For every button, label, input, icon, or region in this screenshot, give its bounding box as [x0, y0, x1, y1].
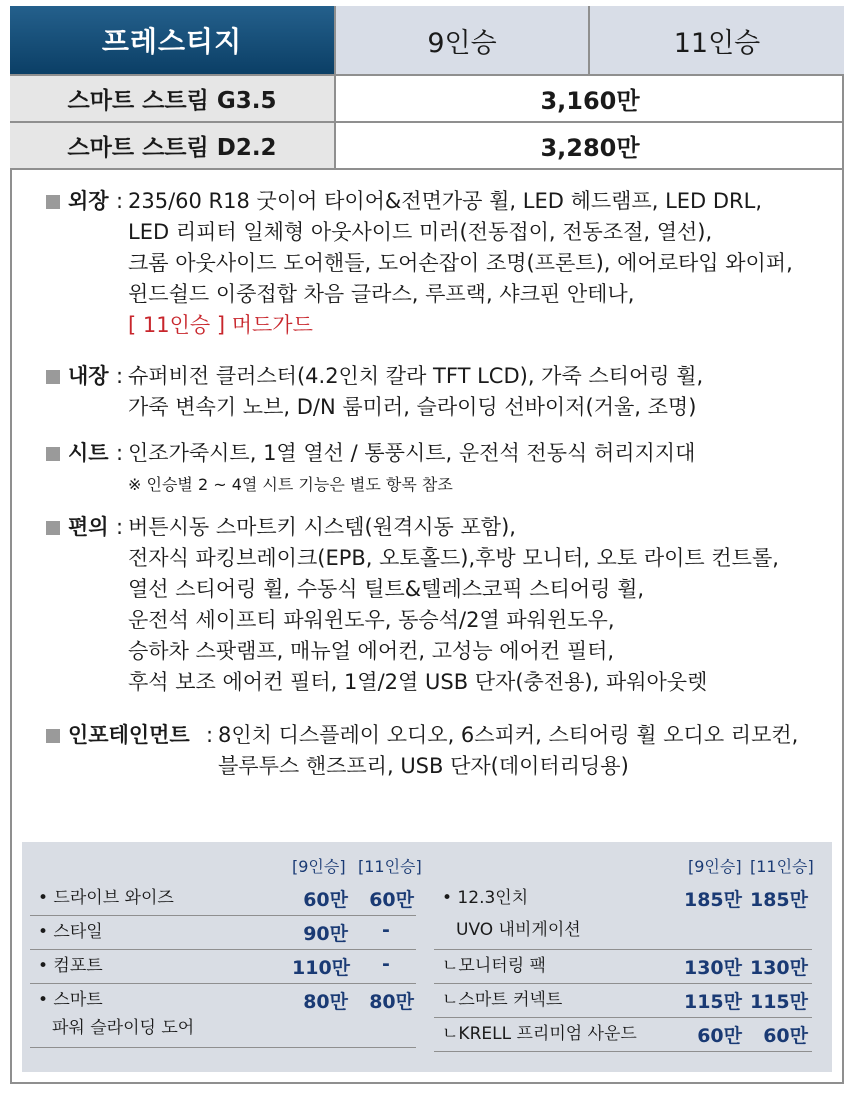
option-row — [434, 882, 812, 950]
option-price-9: 130만 — [683, 957, 742, 979]
spec-line: 블루투스 핸즈프리, USB 단자(데이터리딩용) — [218, 754, 629, 778]
option-price-9: 110만 — [292, 957, 351, 979]
spec-text — [128, 186, 793, 341]
option-row — [30, 916, 416, 950]
spec-label: 내장 — [68, 364, 109, 388]
option-price-11: 60만 — [763, 1025, 808, 1047]
spec-text — [128, 512, 779, 698]
spec-label: 시트 — [68, 441, 109, 465]
option-price-9: 60만 — [697, 1025, 742, 1047]
col-header-11: [11인승] — [358, 857, 422, 876]
bullet-square-icon — [46, 370, 60, 384]
spec-infotainment — [46, 720, 836, 782]
option-name: • 스마트 — [38, 990, 103, 1010]
option-price-11: 60만 — [369, 889, 414, 911]
mudguard-text: 머드가드 — [231, 313, 313, 337]
colon: : — [116, 189, 124, 213]
option-name-cont: UVO 내비게이션 — [456, 920, 581, 940]
engine-name: 스마트 스트림 D2.2 — [10, 123, 336, 168]
option-price-11: - — [382, 953, 390, 975]
spec-line: 버튼시동 스마트키 시스템(원격시동 포함), — [128, 515, 516, 539]
option-name: • 드라이브 와이즈 — [38, 888, 174, 908]
options-box — [22, 842, 832, 1072]
option-name: • 12.3인치 — [442, 888, 529, 908]
option-price-9: 90만 — [303, 923, 348, 945]
option-name: ㄴKRELL 프리미엄 사운드 — [442, 1024, 637, 1044]
option-price-11: - — [382, 919, 390, 941]
spec-label: 외장 — [68, 189, 109, 213]
bullet-square-icon — [46, 195, 60, 209]
colon: : — [116, 441, 124, 465]
price-value: 3,280만 — [540, 134, 640, 162]
spec-line: 전자식 파킹브레이크(EPB, 오토홀드),후방 모니터, 오토 라이트 컨트롤, — [128, 546, 779, 570]
spec-exterior — [46, 186, 836, 346]
spec-line: 가죽 변속기 노브, D/N 룸미러, 슬라이딩 선바이저(거울, 조명) — [128, 395, 697, 419]
seat-9-header: 9인승 — [336, 6, 590, 74]
col-header-9: [9인승] — [292, 857, 346, 876]
spec-interior — [46, 361, 836, 423]
seat-note: ※ 인승별 2 ~ 4열 시트 기능은 별도 항목 참조 — [128, 475, 453, 494]
spec-line: 열선 스티어링 휠, 수동식 틸트&텔레스코픽 스티어링 휠, — [128, 577, 645, 601]
spec-text — [128, 361, 703, 423]
seat-11-header: 11인승 — [590, 6, 844, 74]
spec-line: 크롬 아웃사이드 도어핸들, 도어손잡이 조명(프론트), 에어로타입 와이퍼, — [128, 251, 793, 275]
option-row — [30, 882, 416, 916]
col-header-9: [9인승] — [688, 857, 742, 876]
spec-text — [218, 720, 798, 782]
colon: : — [116, 515, 124, 539]
option-price-11: 130만 — [749, 957, 808, 979]
option-price-11: 185만 — [749, 889, 808, 911]
option-name: • 컴포트 — [38, 956, 103, 976]
spec-line: 슈퍼비전 클러스터(4.2인치 칼라 TFT LCD), 가죽 스티어링 휠, — [128, 364, 704, 388]
price-table-header — [10, 6, 844, 76]
option-price-9: 60만 — [303, 889, 348, 911]
option-row — [30, 950, 416, 984]
bullet-square-icon — [46, 729, 60, 743]
spec-convenience — [46, 512, 836, 705]
bullet-square-icon — [46, 447, 60, 461]
option-price-9: 80만 — [303, 991, 348, 1013]
option-price-9: 185만 — [683, 889, 742, 911]
spec-line: LED 리피터 일체형 아웃사이드 미러(전동접이, 전동조절, 열선), — [128, 220, 713, 244]
option-name: ㄴ모니터링 팩 — [442, 956, 546, 976]
trim-name: 프레스티지 — [10, 6, 336, 74]
spec-line: 운전석 세이프티 파워윈도우, 동승석/2열 파워윈도우, — [128, 608, 615, 632]
option-name: ㄴ스마트 커넥트 — [442, 990, 563, 1010]
option-row — [434, 1018, 812, 1052]
spec-label: 편의 — [68, 515, 109, 539]
spec-line: 8인치 디스플레이 오디오, 6스피커, 스티어링 휠 오디오 리모컨, — [218, 723, 799, 747]
option-name: • 스타일 — [38, 922, 103, 942]
engine-name: 스마트 스트림 G3.5 — [10, 76, 336, 121]
spec-line: 235/60 R18 굿이어 타이어&전면가공 휠, LED 헤드램프, LED DRL, — [128, 189, 763, 213]
spec-line — [128, 310, 793, 341]
option-row — [434, 984, 812, 1018]
option-row — [434, 950, 812, 984]
spec-line: 후석 보조 에어컨 필터, 1열/2열 USB 단자(충전용), 파워아웃렛 — [128, 670, 708, 694]
spec-label: 인포테인먼트 — [68, 723, 190, 747]
price-row — [10, 76, 844, 123]
colon: : — [206, 723, 214, 747]
spec-section — [46, 186, 836, 797]
option-price-11: 115만 — [749, 991, 808, 1013]
seat-11-tag: [ 11인승 ] — [128, 313, 226, 337]
spec-seat — [46, 438, 836, 497]
colon: : — [116, 364, 124, 388]
price-row — [10, 123, 844, 170]
bullet-square-icon — [46, 521, 60, 535]
option-price-9: 115만 — [683, 991, 742, 1013]
spec-line: 인조가죽시트, 1열 열선 / 통풍시트, 운전석 전동식 허리지지대 — [128, 441, 696, 465]
spec-line: 승하차 스팟램프, 매뉴얼 에어컨, 고성능 에어컨 필터, — [128, 639, 615, 663]
price-table — [10, 6, 844, 170]
price-value: 3,160만 — [540, 87, 640, 115]
option-name-cont: 파워 슬라이딩 도어 — [52, 1018, 195, 1038]
option-price-11: 80만 — [369, 991, 414, 1013]
spec-text — [128, 438, 695, 500]
col-header-11: [11인승] — [750, 857, 814, 876]
spec-line: 윈드쉴드 이중접합 차음 글라스, 루프랙, 샤크핀 안테나, — [128, 282, 635, 306]
option-row — [30, 984, 416, 1048]
